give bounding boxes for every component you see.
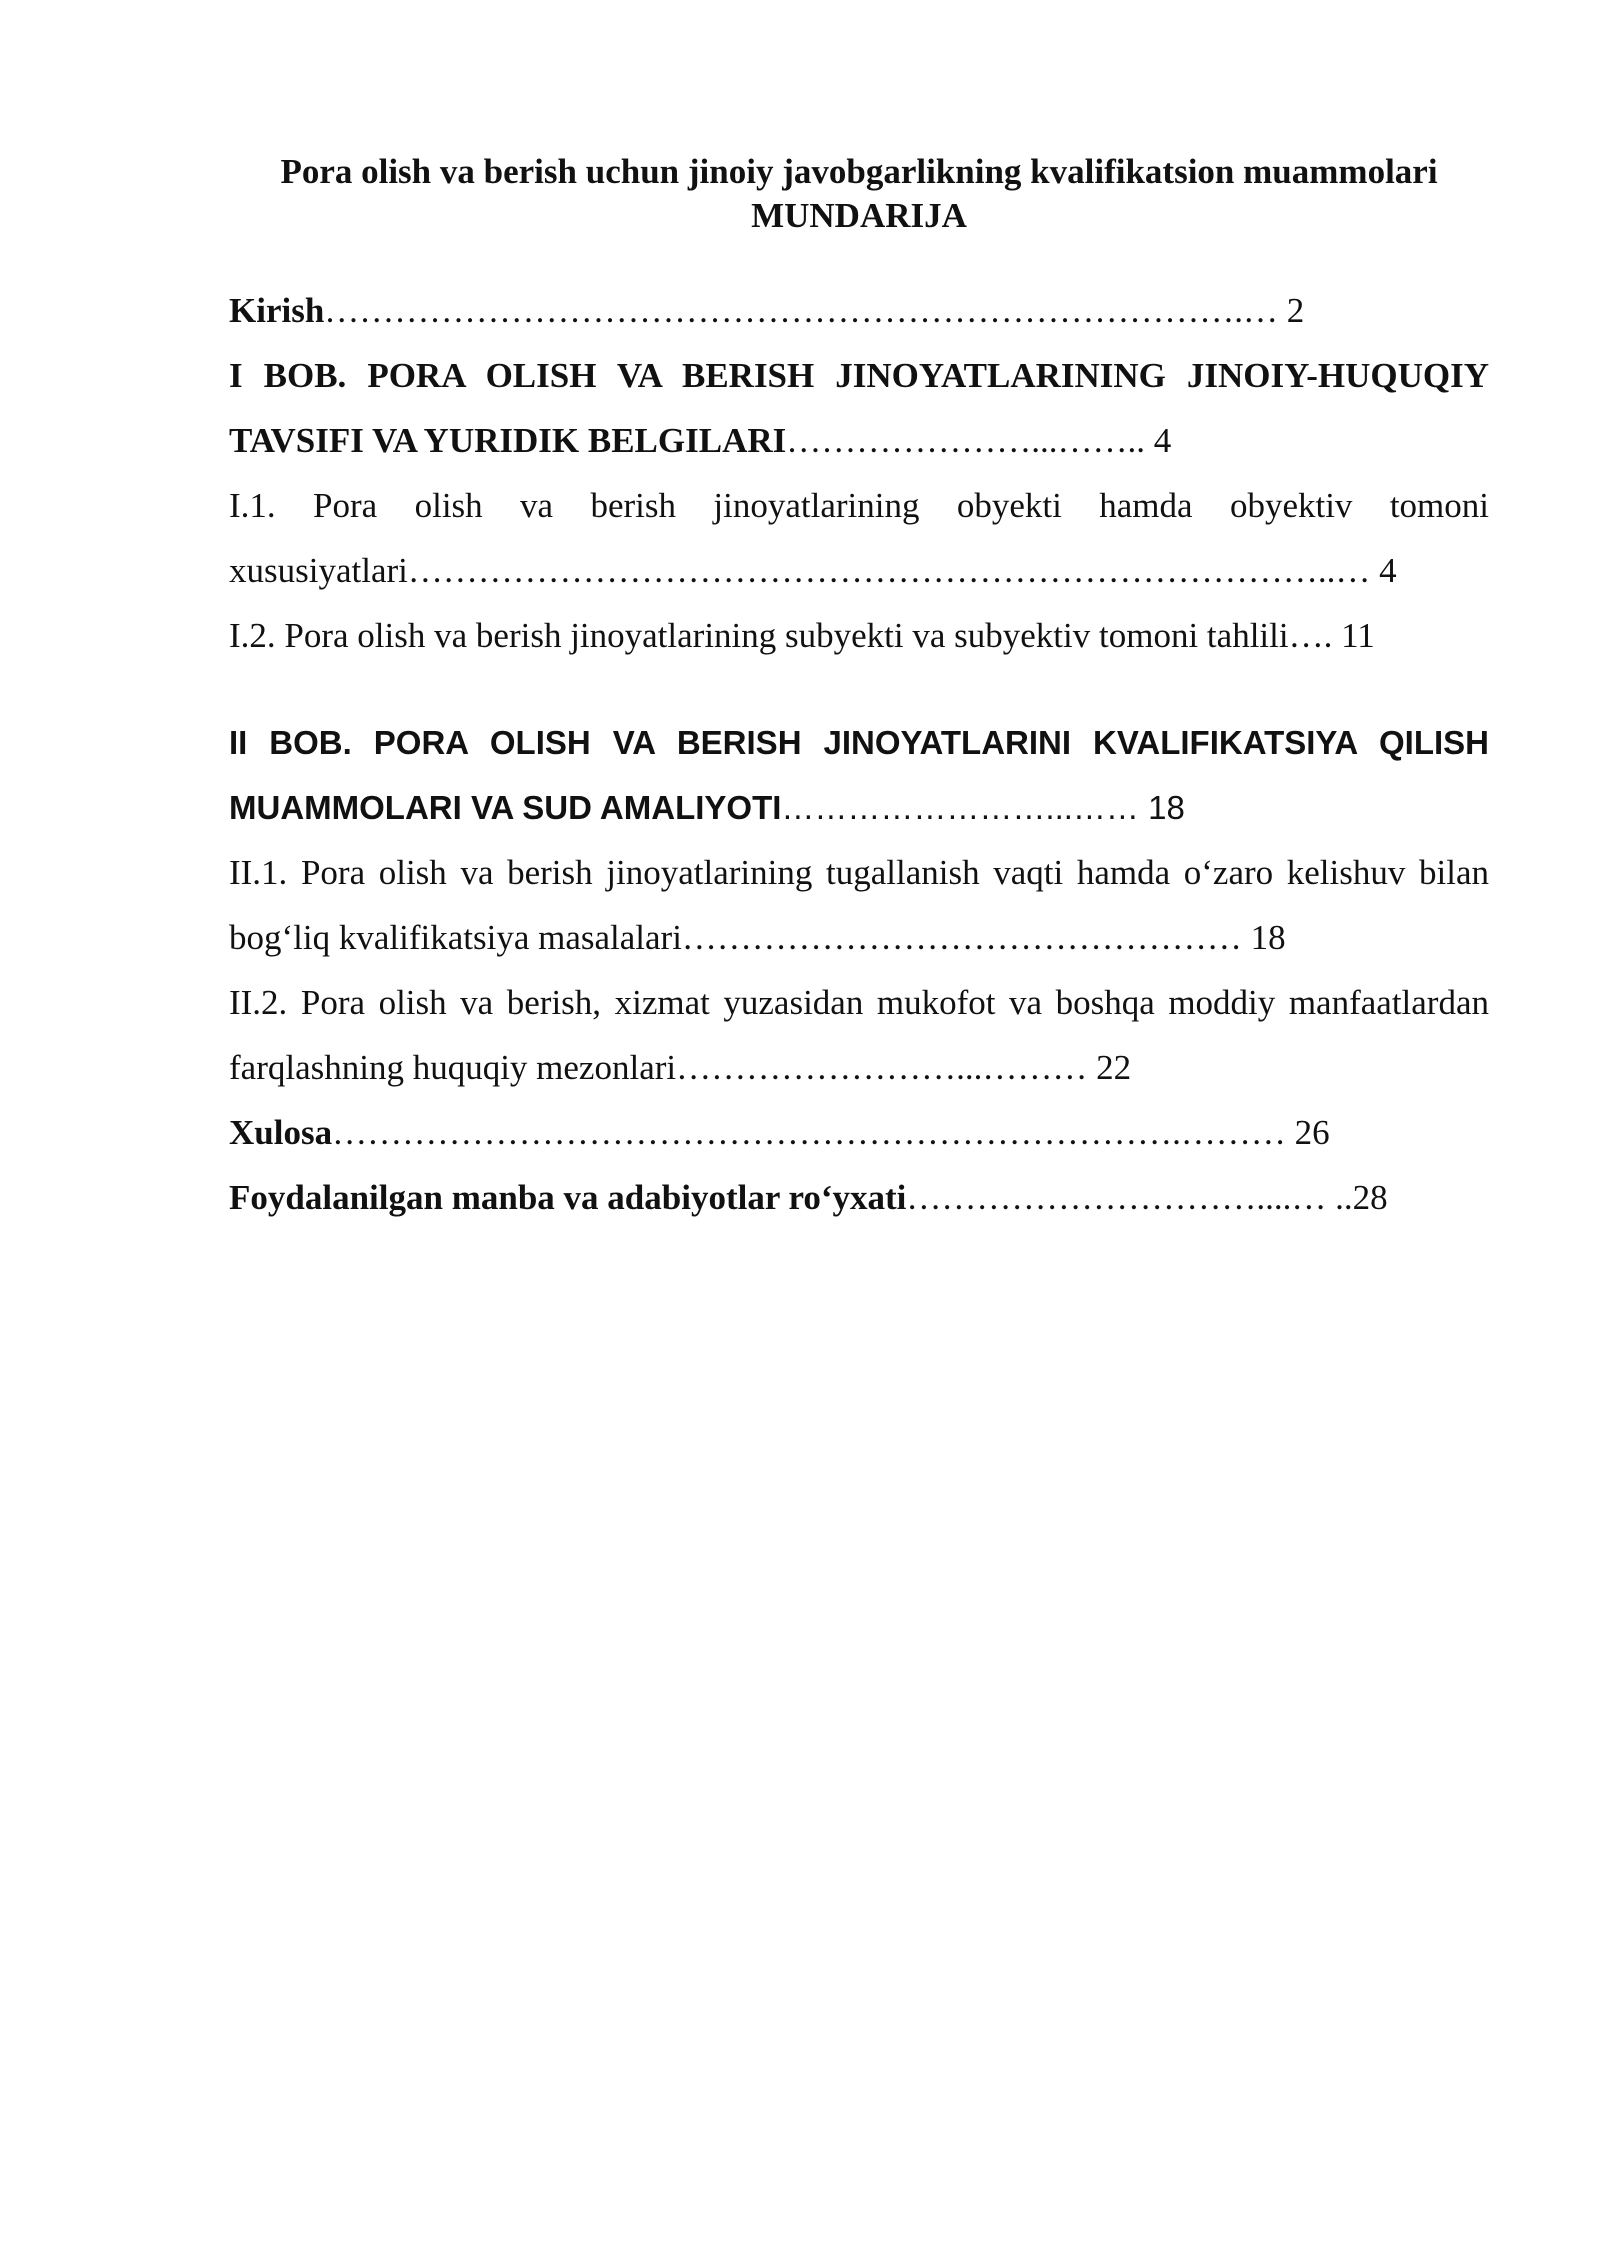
toc-entry-label: I.1. Pora olish va berish jinoyatlarining obyekti hamda obyektiv tomoni xususiyatlari — [229, 486, 1489, 590]
toc-entry-page: 18 — [1138, 789, 1185, 826]
document-title: Pora olish va berish uchun jinoiy javobgarlikning kvalifikatsion muammolari — [280, 152, 1438, 191]
toc-entry-page: 11 — [1332, 616, 1375, 655]
toc-entry-section-2-1[interactable] — [229, 840, 1489, 970]
page-content — [229, 150, 1489, 1230]
toc-entry-leader: ………………………………………… — [681, 918, 1242, 957]
toc-entry-label: II.2. Pora olish va berish, xizmat yuzasidan mukofot va boshqa moddiy manfaatlardan farqlashning huquqiy mezonlari — [229, 983, 1489, 1087]
toc-entry-label: Xulosa — [229, 1113, 333, 1152]
toc-entry-section-2-2[interactable] — [229, 970, 1489, 1100]
toc-entry-leader: …………………………....… — [906, 1178, 1327, 1217]
toc-entry-introduction[interactable] — [229, 278, 1489, 343]
toc-entry-chapter-2[interactable] — [229, 710, 1489, 840]
toc-entry-page: 2 — [1278, 291, 1305, 330]
toc-entry-leader: ……………………………………………………………………..… — [407, 551, 1371, 590]
toc-entry-page: 4 — [1370, 551, 1397, 590]
chapter-spacer — [229, 668, 1489, 710]
toc-entry-leader: …. — [1288, 616, 1333, 655]
document-subtitle: MUNDARIJA — [751, 196, 967, 235]
toc-entry-page: 22 — [1087, 1048, 1132, 1087]
toc-entry-page: 4 — [1145, 421, 1172, 460]
toc-entry-page: ..28 — [1326, 1178, 1388, 1217]
toc-entry-chapter-1[interactable] — [229, 343, 1489, 473]
toc-entry-leader: …………………………………………………………………….… — [324, 291, 1279, 330]
toc-entry-leader: …………………...…….. — [786, 421, 1146, 460]
toc-entry-label: I.2. Pora olish va berish jinoyatlarining subyekti va subyektiv tomoni tahlili — [229, 616, 1289, 655]
toc-entry-references[interactable] — [229, 1165, 1489, 1230]
toc-entry-label: Kirish — [229, 291, 325, 330]
toc-entry-label: I BOB. PORA OLISH VA BERISH JINOYATLARINING JINOIY-HUQUQIY TAVSIFI VA YURIDIK BELGILARI — [229, 356, 1489, 460]
toc-entry-page: 26 — [1285, 1113, 1330, 1152]
toc-entry-label: II BOB. PORA OLISH VA BERISH JINOYATLARINI KVALIFIKATSIYA QILISH MUAMMOLARI VA SUD AMALIYOTI — [229, 724, 1489, 826]
toc-entry-label: Foydalanilgan manba va adabiyotlar ro‘yxati — [229, 1178, 907, 1217]
toc-entry-leader: ……………………...…… — [781, 789, 1139, 826]
toc-entry-section-1-1[interactable] — [229, 473, 1489, 603]
toc-entry-leader: ……………………...……… — [676, 1048, 1088, 1087]
toc-entry-section-1-2[interactable] — [229, 603, 1489, 668]
toc-entry-leader: ……………………………………………………………….……… — [332, 1113, 1286, 1152]
toc-entry-conclusion[interactable] — [229, 1100, 1489, 1165]
table-of-contents — [229, 278, 1489, 1230]
toc-entry-label: II.1. Pora olish va berish jinoyatlarining tugallanish vaqti hamda o‘zaro kelishuv bilan bog‘liq kvalifikatsiya masalalari — [229, 853, 1489, 957]
toc-entry-page: 18 — [1241, 918, 1286, 957]
